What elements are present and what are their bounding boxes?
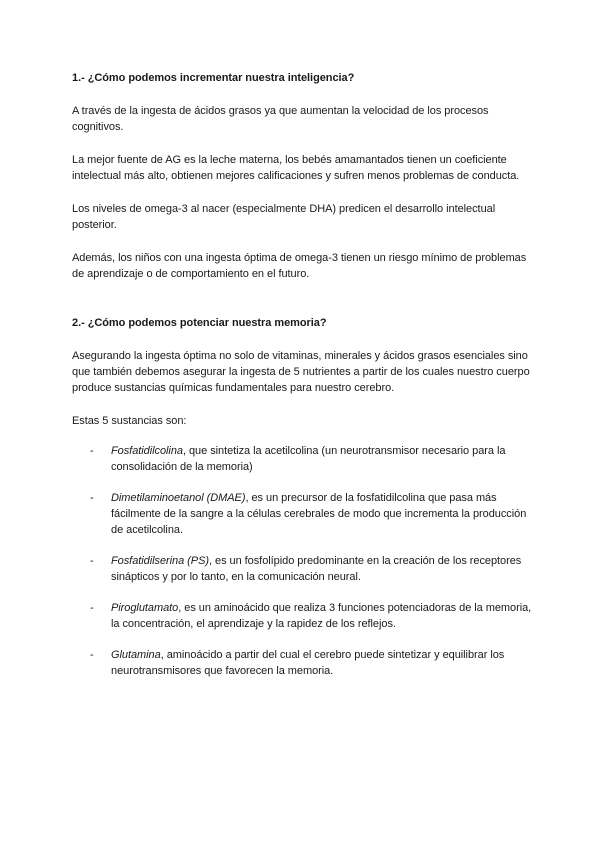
list-item [72,647,532,679]
list-bullet: - [90,602,94,614]
section2-title: 2.- ¿Cómo podemos potenciar nuestra memoria? [72,317,327,329]
list-item [72,443,532,475]
list-item-text: , aminoácido a partir del cual el cerebro puede sintetizar y equilibrar los neurotransmisores que favorecen la memoria. [111,649,505,677]
list-bullet: - [90,649,94,661]
section2-intro: Asegurando la ingesta óptima no solo de vitaminas, minerales y ácidos grasos esenciales sino que también debemos asegurar la ingesta de 5 nutrientes a partir de los cuales nuestro cuerpo produce sustancias químicas fundamentales para nuestro cerebro. [72,350,530,394]
list-item-term: Fosfatidilcolina [111,445,183,457]
document-page [72,66,532,694]
list-item-text: , que sintetiza la acetilcolina (un neurotransmisor necesario para la consolidación de la memoria) [111,445,506,473]
nutrient-list [72,443,532,679]
list-item-term: Fosfatidilserina (PS) [111,555,209,567]
list-item [72,600,532,632]
list-bullet: - [90,492,94,504]
section1-paragraph-3: Los niveles de omega-3 al nacer (especialmente DHA) predicen el desarrollo intelectual posterior. [72,203,496,231]
list-bullet: - [90,555,94,567]
list-item-term: Glutamina [111,649,161,661]
section2-list-intro: Estas 5 sustancias son: [72,415,187,427]
list-item [72,490,532,538]
list-item-text: , es un fosfolípido predominante en la creación de los receptores sinápticos y por lo tanto, en la comunicación neural. [111,555,522,583]
list-item-text: , es un precursor de la fosfatidilcolina que pasa más fácilmente de la sangre a la células cerebrales de modo que incrementa la producción de acetilcolina. [111,492,527,536]
list-item-term: Dimetilaminoetanol (DMAE) [111,492,246,504]
list-item [72,553,532,585]
section1-paragraph-2: La mejor fuente de AG es la leche materna, los bebés amamantados tienen un coeficiente intelectual más alto, obtienen mejores calificaciones y sufren menos problemas de conducta. [72,154,520,182]
list-item-text: , es un aminoácido que realiza 3 funciones potenciadoras de la memoria, la concentración, el aprendizaje y la rapidez de los reflejos. [111,602,532,630]
section1-title: 1.- ¿Cómo podemos incrementar nuestra inteligencia? [72,72,355,84]
section1-paragraph-4: Además, los niños con una ingesta óptima de omega-3 tienen un riesgo mínimo de problemas de aprendizaje o de comportamiento en el futuro. [72,252,527,280]
list-item-term: Piroglutamato [111,602,179,614]
list-bullet: - [90,445,94,457]
section1-paragraph-1: A través de la ingesta de ácidos grasos ya que aumentan la velocidad de los procesos cognitivos. [72,105,489,133]
